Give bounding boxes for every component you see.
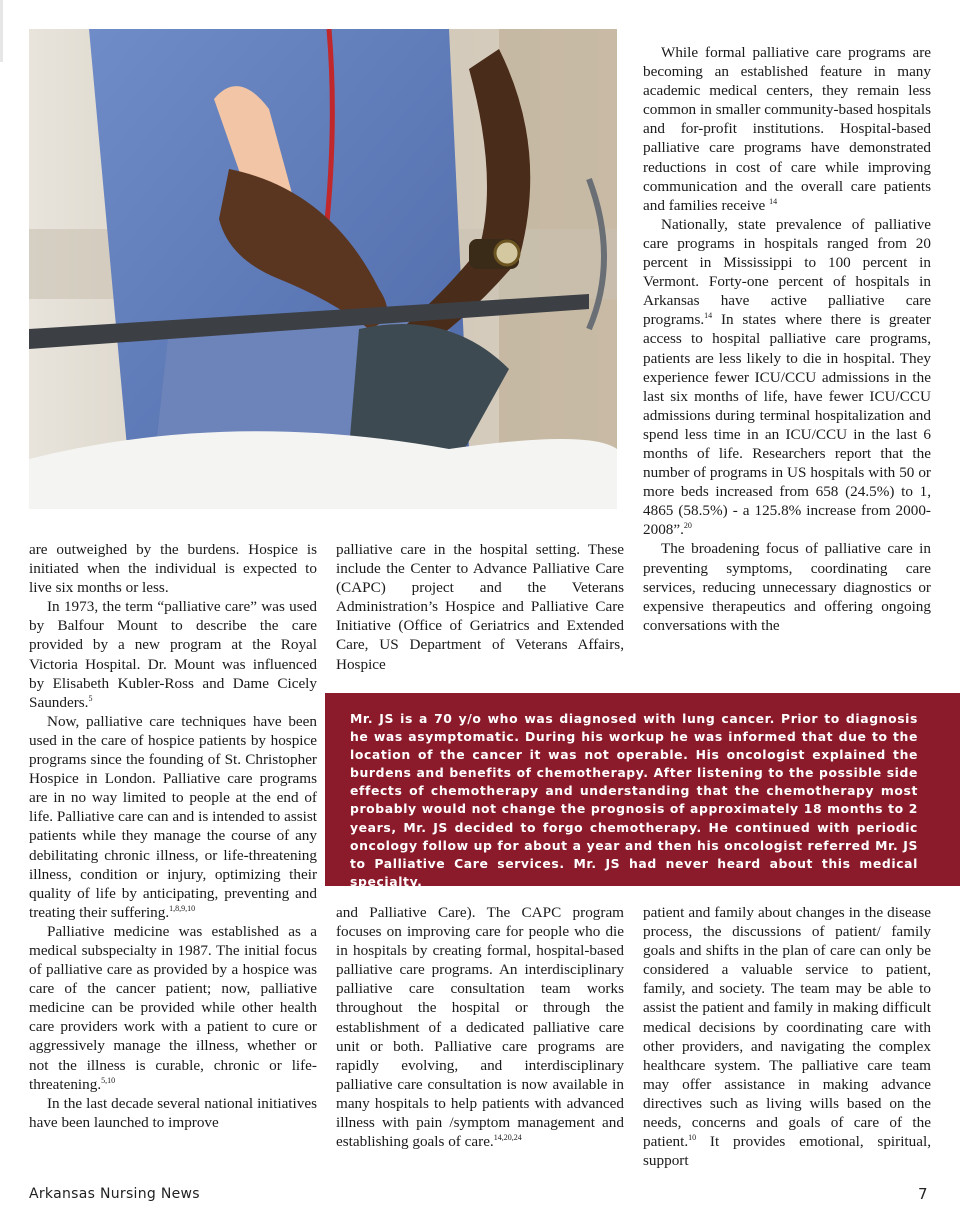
citation: 14,20,24 xyxy=(493,1133,522,1143)
left-paragraph-4: Palliative medicine was established as a medical subspecialty in 1987. The initial focus of palliative care as provided by a hospice was care of the cancer patient; now, palliative medicine can be provided while other health care providers work with a patient to cure or aggressively manage the illness, whether or not the illness is curable, chronic or life-threatening. xyxy=(29,922,317,1093)
left-paragraph-2: In 1973, the term “palliative care” was used by Balfour Mount to describe the care provided by a new program at the Royal Victoria Hospital. Dr. Mount was influenced by Elisabeth Kubler-Ross and Dame Cicely Saunders. xyxy=(29,598,317,711)
citation: 5,10 xyxy=(101,1075,116,1085)
right-top-paragraph-3: The broadening focus of palliative care in preventing symptoms, coordinating care services, reducing unnecessary diagnostics or expensive therapeutics and offering ongoing conversations with the xyxy=(643,540,931,634)
middle-bottom-paragraph: and Palliative Care). The CAPC program focuses on improving care for people who die in hospitals by creating formal, hospital-based palliative care programs. An interdisciplinary palliative care consultation team works throughout the hospital or through the establishment of a dedicated palliative care unit or both. Palliative care programs are rapidly evolving, and interdisciplinary palliative care consultation is now available in many hospitals to help patients with advanced illness with pain /symptom management and establishing goals of care. xyxy=(336,904,624,1151)
right-top-paragraph-2: Nationally, state prevalence of palliative care programs in hospitals ranged from 20 percent in Mississippi to 100 percent in Vermont. Forty-one percent of hospitals in Arkansas have active palliative care programs. xyxy=(643,215,931,329)
right-bottom-paragraph: patient and family about changes in the disease process, the discussions of patient/ family goals and shifts in the plan of care can only be considered a valuable service to patient, family, and society. The team may be able to assist the patient and family in making difficult medical decisions by coordinating care with other providers, and navigating the complex healthcare system. The palliative care team may offer assistance in making advance directives such as living wills based on the needs, concerns and goals of care of the patient. xyxy=(643,904,931,1151)
citation: 5 xyxy=(88,693,93,703)
column-middle-top xyxy=(336,540,624,674)
right-top-paragraph-1: While formal palliative care programs are becoming an established feature in many academic medical centers, they remain less common in smaller community-based hospitals and for-profit institutions. Hospital-based palliative care programs have demonstrated reductions in cost of care while improving communication and the overall care patients and families receive xyxy=(643,44,931,214)
publication-title: Arkansas Nursing News xyxy=(29,1186,200,1202)
case-study-box xyxy=(325,693,960,889)
nurse-blood-pressure-photo xyxy=(29,29,617,509)
left-paragraph-1: are outweighed by the burdens. Hospice is initiated when the individual is expected to live six months or less. xyxy=(29,541,317,597)
left-paragraph-3: Now, palliative care techniques have been used in the care of hospice patients by hospice programs since the founding of St. Christopher Hospice in London. Palliative care programs are in no way limited to people at the end of life. Palliative care can and is intended to assist patients while they manage the course of any debilitating chronic illness, or life-threatening illness, condition or injury, optimizing their quality of life by anticipating, preventing and treating their suffering. xyxy=(29,712,317,921)
citation: 14 xyxy=(769,196,778,206)
right-bottom-paragraph-tail: It provides emotional, spiritual, support xyxy=(643,1133,931,1170)
right-top-paragraph-2-cont: In states where there is greater access to hospital palliative care programs, patients are less likely to die in hospital. They experience fewer ICU/CCU admissions in the last six months of life, have fewer ICU/CCU admissions during terminal hospitalization and spend less time in an ICU/CCU in the last 6 months of life. Researchers report that the number of programs in US hospitals with 50 or more beds increased from 658 (24.5%) to 1, 4865 (58.5%) - a 125.8% increase from 2000-2008”. xyxy=(643,311,931,539)
middle-top-paragraph: palliative care in the hospital setting. These include the Center to Advance Palliative Care (CAPC) project and the Veterans Administration’s Hospice and Palliative Care Initiative (Office of Geriatrics and Extended Care, US Department of Veterans Affairs, Hospice xyxy=(336,541,624,673)
column-left xyxy=(29,540,317,1132)
column-middle-bottom xyxy=(336,903,624,1151)
photo-illustration xyxy=(29,29,617,509)
citation: 1,8,9,10 xyxy=(169,903,196,913)
page-number: 7 xyxy=(918,1185,928,1203)
citation: 10 xyxy=(688,1133,697,1143)
citation: 14 xyxy=(704,311,713,321)
left-paragraph-5: In the last decade several national initiatives have been launched to improve xyxy=(29,1094,317,1131)
citation: 20 xyxy=(683,521,692,531)
column-right-top xyxy=(643,43,931,635)
page-edge-mark xyxy=(0,0,3,62)
case-study-text: Mr. JS is a 70 y/o who was diagnosed with lung cancer. Prior to diagnosis he was asymptomatic. During his workup he was informed that due to the location of the cancer it was not operable. His oncologist explained the burdens and benefits of chemotherapy. After listening to the possible side effects of chemotherapy and understanding that the chemotherapy most probably would not change the prognosis of approximately 18 months to 2 years, Mr. JS decided to forgo chemotherapy. He continued with periodic oncology follow up for about a year and then his oncologist referred Mr. JS to Palliative Care services. Mr. JS had never heard about this medical specialty. xyxy=(350,711,918,889)
column-right-bottom xyxy=(643,903,931,1170)
